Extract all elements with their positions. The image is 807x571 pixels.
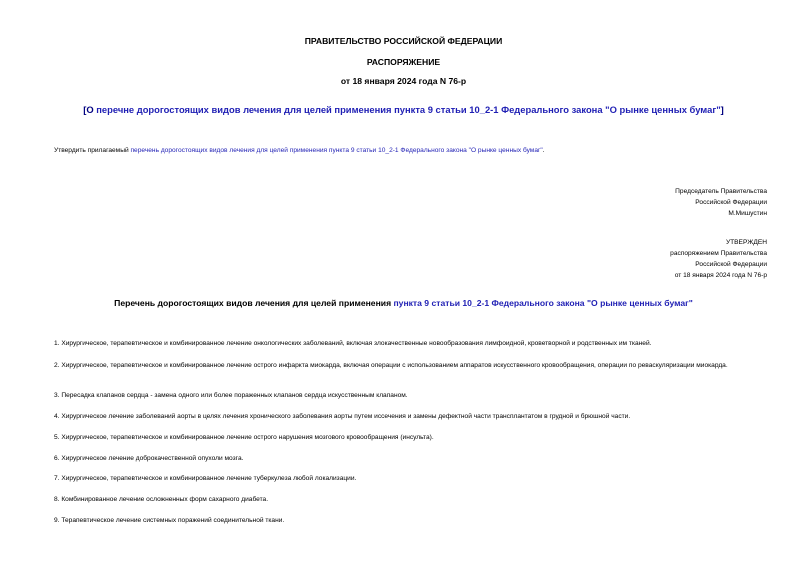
signature-country: Российской Федерации [695, 199, 767, 206]
list-title-text: Перечень дорогостоящих видов лечения для целей применения [114, 298, 394, 308]
document-date-number: от 18 января 2024 года N 76-р [340, 76, 467, 86]
order-suffix: . [542, 147, 545, 154]
approval-block [670, 237, 767, 281]
government-heading: ПРАВИТЕЛЬСТВО РОССИЙСКОЙ ФЕДЕРАЦИИ [304, 36, 503, 46]
list-title [0, 298, 807, 309]
signature-name: М.Мишустин [728, 210, 767, 217]
order-list-link[interactable]: перечень дорогостоящих видов лечения для целей применения пункта 9 статьи 10_2-1 Федерального закона "О рынке ценных бумаг" [130, 147, 543, 154]
approval-date: от 18 января 2024 года N 76-р [674, 272, 767, 279]
list-item: 5. Хирургическое, терапевтическое и комбинированное лечение острого нарушения мозгового кровообращения (инсульта). [54, 434, 434, 441]
approval-status: УТВЕРЖДЕН [725, 239, 767, 246]
list-item: 4. Хирургическое лечение заболеваний аорты в целях лечения хронического заболевания аорты путем иссечения и замены дефектной части трансплантатом в грудной и брюшной части. [54, 413, 631, 420]
list-title-link[interactable]: пункта 9 статьи 10_2-1 Федерального закона "О рынке ценных бумаг" [393, 298, 693, 308]
list-item: 6. Хирургическое лечение доброкачественной опухоли мозга. [54, 455, 244, 462]
list-item: 2. Хирургическое, терапевтическое и комбинированное лечение острого инфаркта миокарда, включая операции с использованием аппаратов искусственного кровообращения, операции по реваскуляризации миокарда. [54, 362, 728, 369]
list-item: 9. Терапевтическое лечение системных поражений соединительной ткани. [54, 517, 285, 524]
order-paragraph [54, 146, 545, 155]
title-close-bracket: ] [720, 104, 724, 115]
list-item: 3. Пересадка клапанов сердца - замена одного или более пораженных клапанов сердца искусственным клапаном. [54, 392, 408, 399]
document-type: РАСПОРЯЖЕНИЕ [366, 57, 441, 67]
title-open-bracket: [О [83, 104, 97, 115]
approval-country: Российской Федерации [695, 261, 767, 268]
list-item: 1. Хирургическое, терапевтическое и комбинированное лечение онкологических заболеваний, включая злокачественные новообразования лимфоидной, кроветворной и родственных им тканей. [54, 340, 652, 347]
approval-by: распоряжением Правительства [670, 250, 767, 257]
list-item: 8. Комбинированное лечение осложненных форм сахарного диабета. [54, 496, 269, 503]
signature-block [675, 186, 767, 219]
list-item: 7. Хирургическое, терапевтическое и комбинированное лечение туберкулеза любой локализации. [54, 475, 357, 482]
order-prefix: Утвердить прилагаемый [54, 147, 131, 154]
signature-position: Председатель Правительства [675, 188, 767, 195]
title-link[interactable]: перечне дорогостоящих видов лечения для целей применения пункта 9 статьи 10_2-1 Федерального закона "О рынке ценных бумаг" [96, 104, 721, 115]
document-title [0, 104, 807, 116]
